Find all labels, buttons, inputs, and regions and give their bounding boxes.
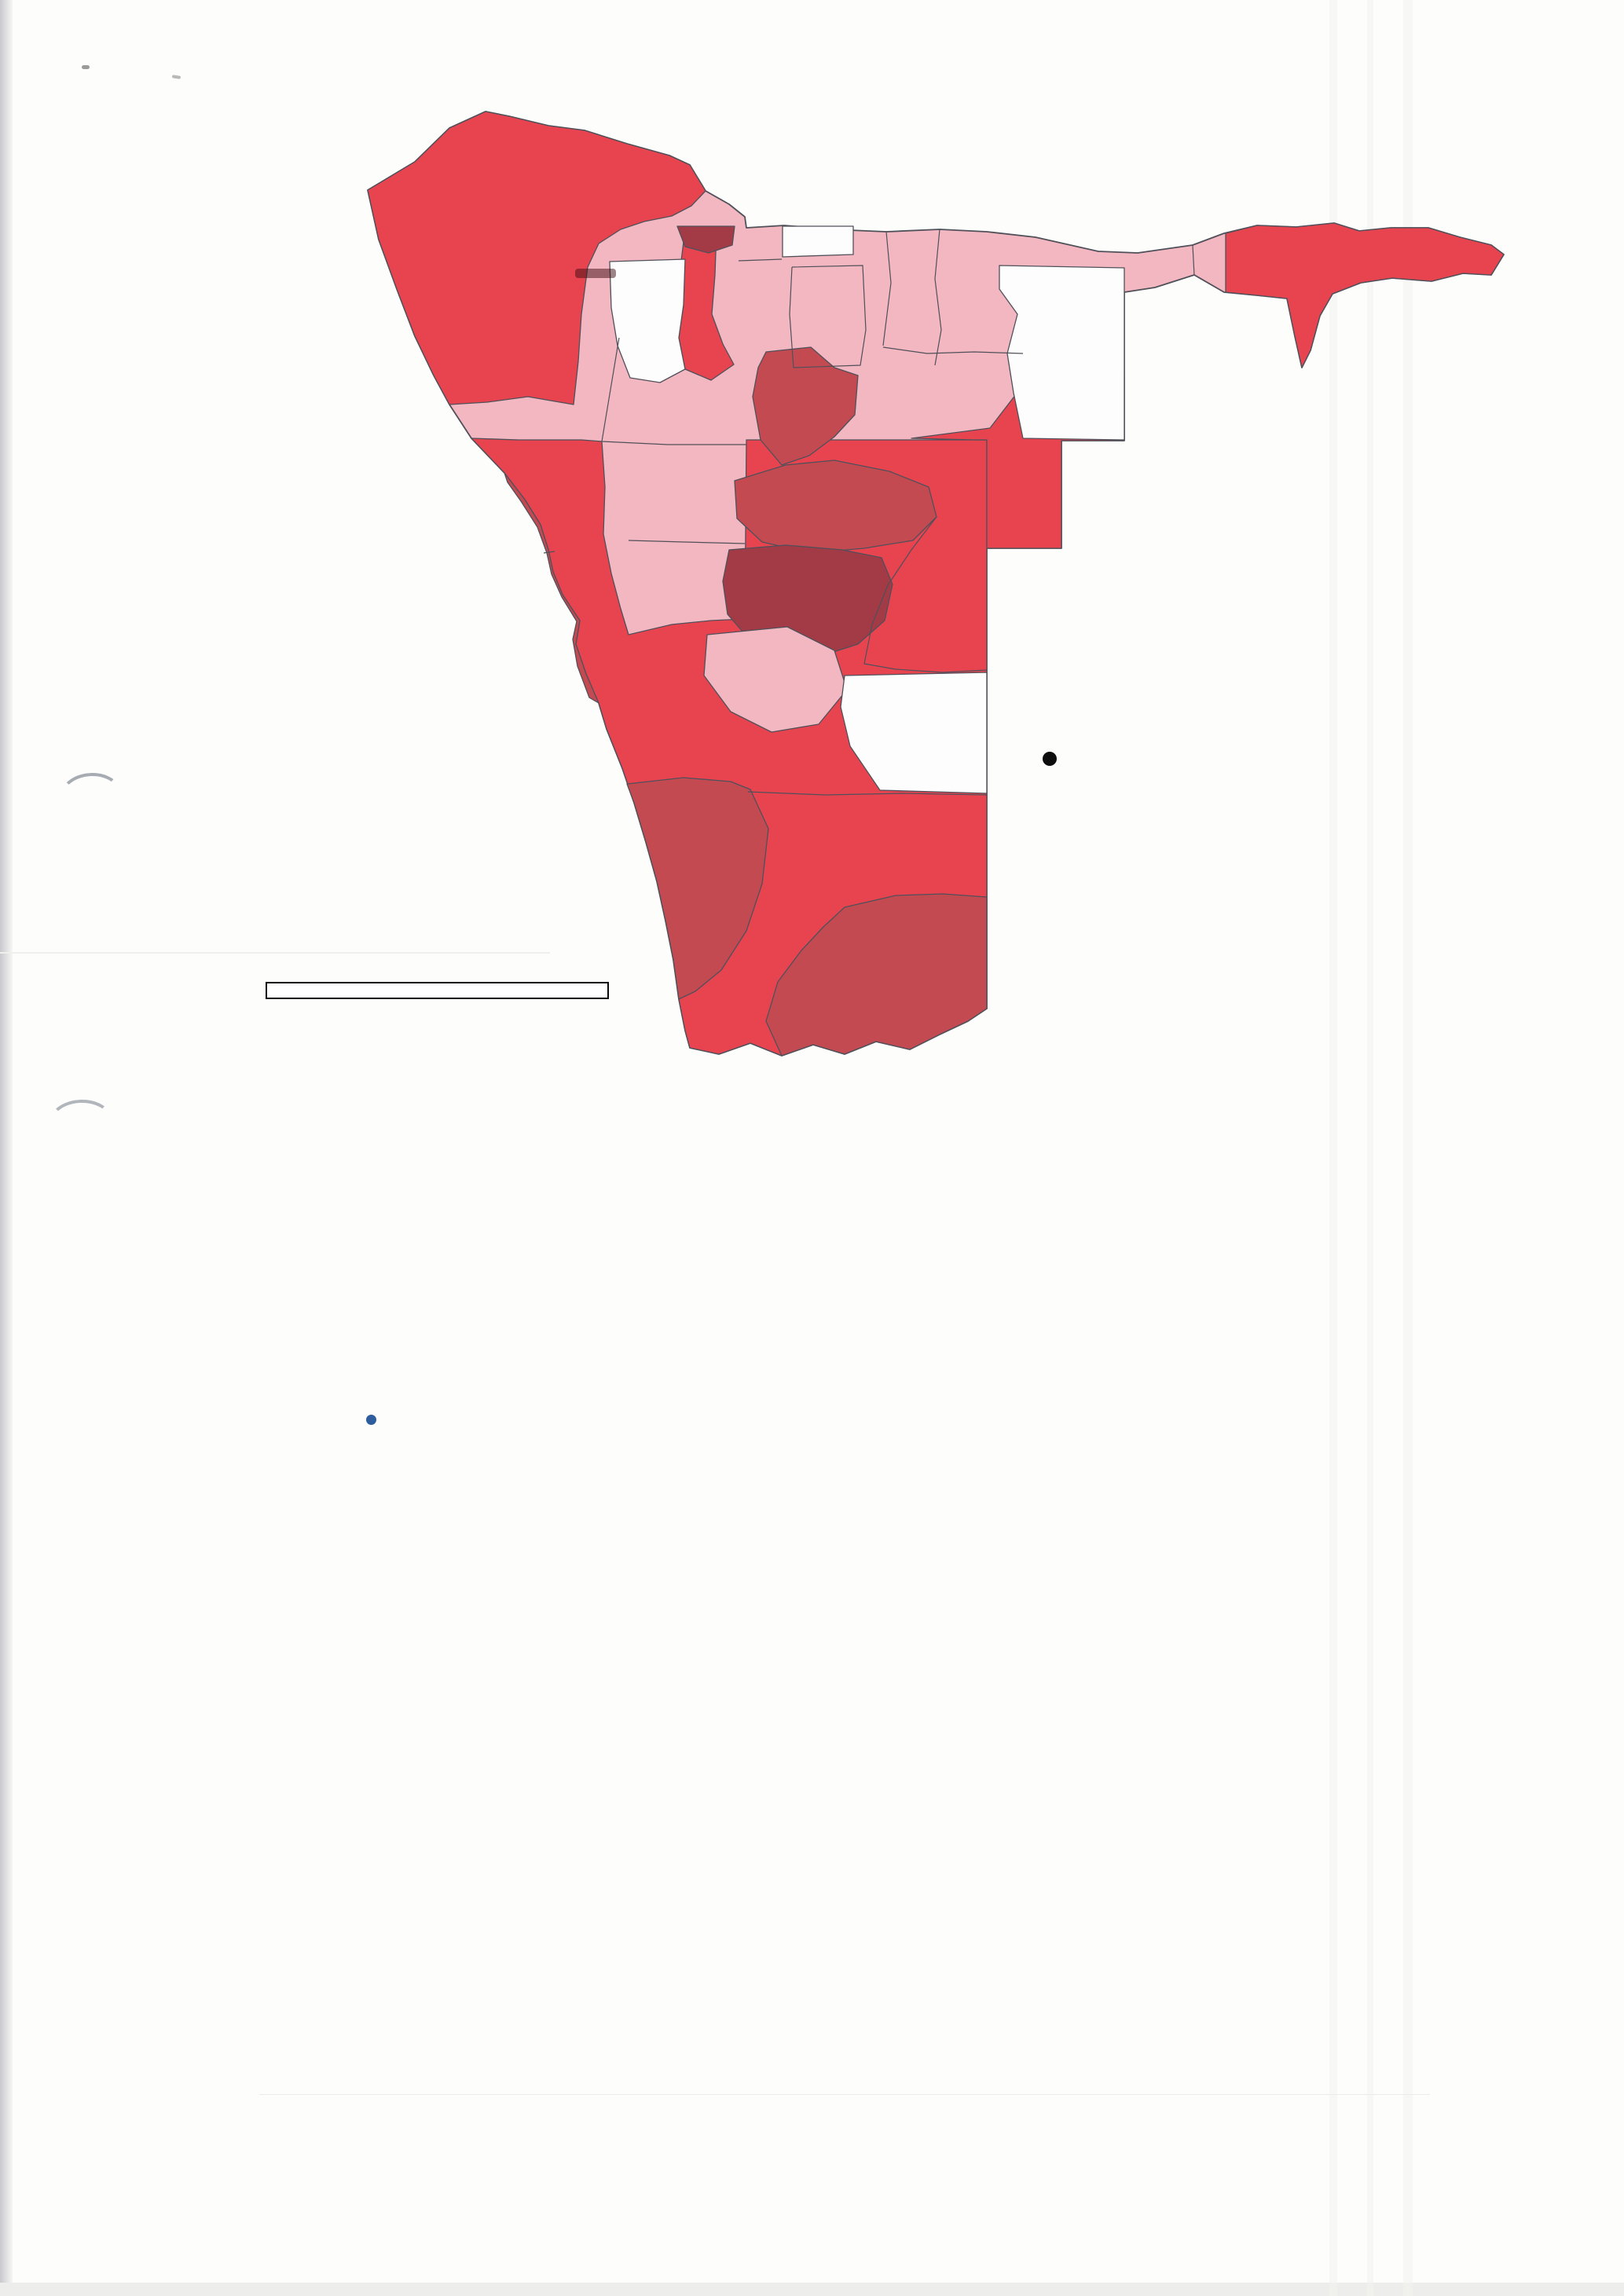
scale-bar-checker bbox=[266, 982, 609, 999]
legend-positive-cases-row bbox=[1043, 752, 1401, 766]
district-nyangana-region bbox=[999, 265, 1124, 440]
punch-hole-artifact bbox=[58, 771, 124, 822]
scan-speck bbox=[82, 65, 90, 69]
district-kongo-region bbox=[783, 226, 853, 257]
map-legend bbox=[1024, 746, 1401, 771]
namibia-map bbox=[259, 86, 1540, 1060]
punch-hole-artifact bbox=[48, 1098, 115, 1147]
footer-rule bbox=[259, 2094, 1430, 2095]
page-footer bbox=[1226, 2119, 1438, 2144]
illegible-label-smudge bbox=[575, 269, 616, 278]
scale-bar-row-bottom bbox=[267, 991, 607, 998]
bullet-icon bbox=[366, 1415, 376, 1425]
district-katima-mulilo-region bbox=[1226, 223, 1504, 368]
positive-case-dot-icon bbox=[1043, 752, 1057, 766]
case-definition-b bbox=[407, 1720, 1473, 1777]
scan-edge-left bbox=[0, 0, 13, 2296]
footer-separator bbox=[1425, 2119, 1438, 2143]
scan-edge-bottom bbox=[0, 2283, 1624, 2296]
scan-speck bbox=[172, 75, 181, 79]
scale-bar-row-top bbox=[267, 983, 607, 991]
map-scale-bar bbox=[266, 945, 674, 1008]
